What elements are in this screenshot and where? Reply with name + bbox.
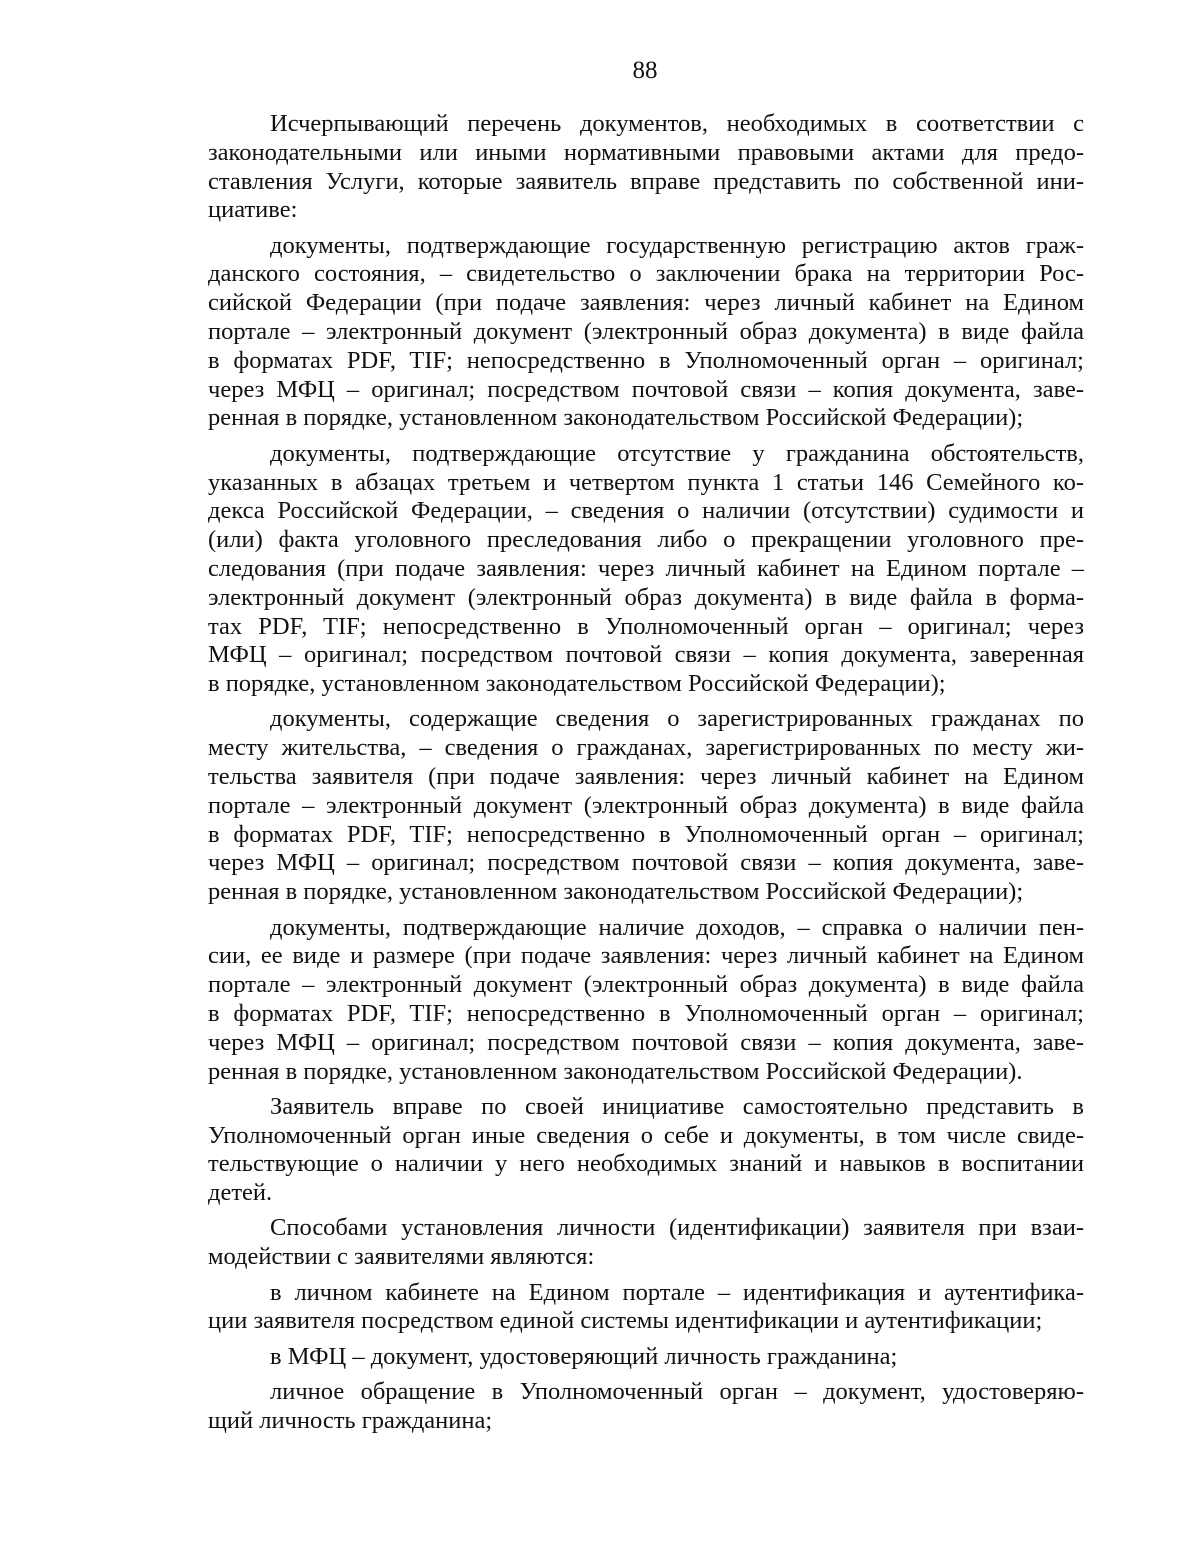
text-line: ренная в порядке, установленном законодательством Российской Федерации); xyxy=(208,878,1024,906)
text-line: (или) факта уголовного преследования либо о прекращении уголовного пре- xyxy=(208,526,1084,554)
text-line: Способами установления личности (идентификации) заявителя при взаи- xyxy=(270,1214,1084,1242)
text-line: декса Российской Федерации, – сведения о наличии (отсутствии) судимости и xyxy=(208,497,1084,525)
text-line: личное обращение в Уполномоченный орган – документ, удостоверяю- xyxy=(270,1377,1084,1405)
text-line: в порядке, установленном законодательством Российской Федерации); xyxy=(208,670,946,698)
text-line: указанных в абзацах третьем и четвертом пункта 1 статьи 146 Семейного ко- xyxy=(208,468,1084,496)
text-line: Уполномоченный орган иные сведения о себе и документы, в том числе свиде- xyxy=(208,1121,1084,1149)
paragraph xyxy=(208,232,1084,434)
text-line: портале – электронный документ (электронный образ документа) в виде файла xyxy=(208,791,1084,819)
text-line: модействии с заявителями являются: xyxy=(208,1243,595,1271)
paragraph xyxy=(208,1093,1084,1208)
text-line: через МФЦ – оригинал; посредством почтовой связи – копия документа, заве- xyxy=(208,1028,1084,1056)
paragraph xyxy=(208,440,1084,699)
text-line: в МФЦ – документ, удостоверяющий личность гражданина; xyxy=(270,1342,898,1370)
paragraph xyxy=(208,1378,1084,1436)
text-line: через МФЦ – оригинал; посредством почтовой связи – копия документа, заве- xyxy=(208,849,1084,877)
text-line: Заявитель вправе по своей инициативе самостоятельно представить в xyxy=(270,1092,1084,1120)
text-line: сийской Федерации (при подаче заявления: через личный кабинет на Едином xyxy=(208,289,1084,317)
text-line: законодательными или иными нормативными правовыми актами для предо- xyxy=(208,138,1084,166)
text-line: тельствующие о наличии у него необходимых знаний и навыков в воспитании xyxy=(208,1150,1084,1178)
text-line: документы, содержащие сведения о зарегистрированных гражданах по xyxy=(270,705,1084,733)
paragraph xyxy=(208,705,1084,907)
text-line: ренная в порядке, установленном законодательством Российской Федерации). xyxy=(208,1057,1023,1085)
text-line: документы, подтверждающие отсутствие у гражданина обстоятельств, xyxy=(270,439,1084,467)
text-line: циативе: xyxy=(208,196,298,224)
text-line: в форматах PDF, TIF; непосредственно в Уполномоченный орган – оригинал; xyxy=(208,820,1084,848)
text-line: ции заявителя посредством единой системы идентификации и аутентификации; xyxy=(208,1307,1043,1335)
text-line: данского состояния, – свидетельство о заключении брака на территории Рос- xyxy=(208,260,1084,288)
text-line: ставления Услуги, которые заявитель вправе представить по собственной ини- xyxy=(208,167,1084,195)
text-line: МФЦ – оригинал; посредством почтовой связи – копия документа, заверенная xyxy=(208,641,1084,669)
text-line: детей. xyxy=(208,1179,273,1207)
paragraph xyxy=(208,1214,1084,1272)
text-line: в форматах PDF, TIF; непосредственно в Уполномоченный орган – оригинал; xyxy=(208,346,1084,374)
paragraph xyxy=(208,1279,1084,1337)
page-number: 88 xyxy=(632,57,658,84)
text-line: щий личность гражданина; xyxy=(208,1406,493,1434)
paragraph xyxy=(208,914,1084,1087)
text-line: портале – электронный документ (электронный образ документа) в виде файла xyxy=(208,971,1084,999)
text-line: портале – электронный документ (электронный образ документа) в виде файла xyxy=(208,318,1084,346)
text-line: электронный документ (электронный образ документа) в виде файла в форма- xyxy=(208,583,1084,611)
paragraph xyxy=(208,1343,1084,1372)
text-line: через МФЦ – оригинал; посредством почтовой связи – копия документа, заве- xyxy=(208,375,1084,403)
text-line: сии, ее виде и размере (при подаче заявления: через личный кабинет на Едином xyxy=(208,942,1084,970)
text-line: документы, подтверждающие наличие доходов, – справка о наличии пен- xyxy=(270,913,1084,941)
text-line: следования (при подаче заявления: через личный кабинет на Едином портале – xyxy=(208,554,1084,582)
text-line: в личном кабинете на Едином портале – идентификация и аутентифика- xyxy=(270,1278,1084,1306)
text-line: документы, подтверждающие государственную регистрацию актов граж- xyxy=(270,231,1084,259)
paragraph xyxy=(208,110,1084,225)
text-line: тельства заявителя (при подаче заявления: через личный кабинет на Едином xyxy=(208,763,1084,791)
text-line: месту жительства, – сведения о гражданах, зарегистрированных по месту жи- xyxy=(208,734,1084,762)
document-body xyxy=(208,110,1084,1436)
text-line: тах PDF, TIF; непосредственно в Уполномоченный орган – оригинал; через xyxy=(208,612,1084,640)
text-line: в форматах PDF, TIF; непосредственно в Уполномоченный орган – оригинал; xyxy=(208,999,1084,1027)
text-line: Исчерпывающий перечень документов, необходимых в соответствии с xyxy=(270,110,1084,137)
text-line: ренная в порядке, установленном законодательством Российской Федерации); xyxy=(208,404,1024,432)
